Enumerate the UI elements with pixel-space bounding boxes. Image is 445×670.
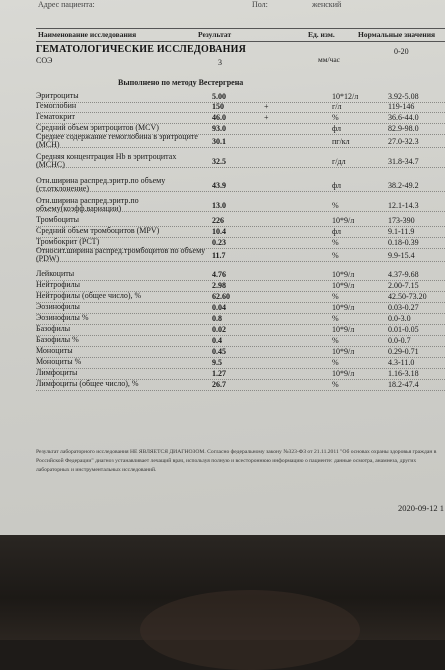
- test-name: Гематокрит: [36, 112, 75, 121]
- normal-range: 0.18-0.39: [388, 238, 419, 247]
- test-value: 0.4: [212, 336, 222, 345]
- header-name: Наименование исследования: [38, 30, 137, 39]
- normal-range: 82.9-98.0: [388, 124, 419, 133]
- test-unit: 10*9/л: [332, 216, 355, 225]
- normal-range: 3.92-5.08: [388, 92, 419, 101]
- test-unit: фл: [332, 181, 341, 190]
- test-unit: 10*9/л: [332, 270, 355, 279]
- normal-range: 173-390: [388, 216, 415, 225]
- method-note: Выполнено по методу Вестергрена: [118, 78, 244, 87]
- test-name: Тромбокрит (PCT): [36, 237, 100, 246]
- test-unit: 10*9/л: [332, 303, 355, 312]
- normal-range: 31.8-34.7: [388, 157, 419, 166]
- test-unit: %: [332, 251, 339, 260]
- normal-range: 0.29-0.71: [388, 347, 419, 356]
- test-unit: 10*9/л: [332, 281, 355, 290]
- test-unit: %: [332, 201, 339, 210]
- test-unit: 10*9/л: [332, 325, 355, 334]
- test-name: Лимфоциты: [36, 368, 78, 377]
- test-name: Тромбоциты: [36, 215, 79, 224]
- test-unit: %: [332, 292, 339, 301]
- test-unit: %: [332, 336, 339, 345]
- normal-range: 36.6-44.0: [388, 113, 419, 122]
- normal-range: 0.03-0.27: [388, 303, 419, 312]
- test-name: Относит.ширина распред.тромбоцитов по объему (PDW): [36, 246, 206, 263]
- row-divider: [36, 191, 445, 192]
- test-value: 0.02: [212, 325, 226, 334]
- header-bottom-rule: [36, 41, 445, 42]
- normal-range: 2.00-7.15: [388, 281, 419, 290]
- esr-normal: 0-20: [394, 47, 409, 56]
- test-value: 0.04: [212, 303, 226, 312]
- test-value: 32.5: [212, 157, 226, 166]
- test-name: Нейтрофилы: [36, 280, 81, 289]
- test-name: Гемоглобин: [36, 101, 77, 110]
- test-value: 9.5: [212, 358, 222, 367]
- esr-unit: мм/час: [318, 55, 341, 64]
- test-value: 150: [212, 102, 224, 111]
- header-unit: Ед. изм.: [308, 30, 335, 39]
- header-result: Результат: [198, 30, 232, 39]
- test-unit: %: [332, 358, 339, 367]
- test-unit: %: [332, 314, 339, 323]
- test-value: 43.9: [212, 181, 226, 190]
- test-name: Эозинофилы: [36, 302, 80, 311]
- abnormal-flag: +: [264, 113, 269, 122]
- disclaimer: Результат лабораторного исследования НЕ ЯВЛЯЕТСЯ ДИАГНОЗОМ. Согласно федеральному закону №323-ФЗ от 21.11.2011 "Об основах охраны здоровья граждан в Российской Федерации" диагноз устанавливает лечащий врач, используя полную и всестороннюю информацию о пациенте: данные осмотра, анамнеза, других лабораторных и инструментальных исследований.: [36, 449, 437, 473]
- normal-range: 4.3-11.0: [388, 358, 415, 367]
- row-divider: [36, 167, 445, 168]
- test-name: Лейкоциты: [36, 269, 75, 278]
- test-value: 2.98: [212, 281, 226, 290]
- row-divider: [36, 211, 445, 212]
- test-name: Средняя концентрация Hb в эритроцитах (MCHC): [36, 152, 177, 169]
- test-value: 62.60: [212, 292, 230, 301]
- normal-range: 9.1-11.9: [388, 227, 415, 236]
- test-name: Средний объем эритроцитов (MCV): [36, 123, 159, 132]
- test-name: Базофилы %: [36, 335, 79, 344]
- test-value: 1.27: [212, 369, 226, 378]
- test-unit: 10*9/л: [332, 369, 355, 378]
- test-value: 0.8: [212, 314, 222, 323]
- test-value: 11.7: [212, 251, 226, 260]
- address-label: Адрес пациента:: [38, 0, 95, 9]
- test-name: Отн.ширина распред.эритр.по объему(коэфф.вариации): [36, 196, 139, 213]
- test-unit: г/дл: [332, 157, 346, 166]
- test-name: Нейтрофилы (общее число), %: [36, 291, 142, 300]
- test-name: Моноциты: [36, 346, 73, 355]
- abnormal-flag: +: [264, 102, 269, 111]
- normal-range: 27.0-32.3: [388, 137, 419, 146]
- header-top-rule: [36, 28, 445, 29]
- normal-range: 12.1-14.3: [388, 201, 419, 210]
- test-name: Базофилы: [36, 324, 71, 333]
- test-unit: пг/кл: [332, 137, 350, 146]
- normal-range: 0.0-3.0: [388, 314, 411, 323]
- test-value: 13.0: [212, 201, 226, 210]
- normal-range: 42.50-73.20: [388, 292, 427, 301]
- report-date: 2020-09-12 1: [398, 503, 445, 513]
- row-divider: [36, 147, 445, 148]
- test-unit: %: [332, 238, 339, 247]
- test-value: 5.00: [212, 92, 226, 101]
- patient-header-line: [0, 0, 445, 12]
- test-unit: фл: [332, 227, 341, 236]
- sex-label: Пол:: [252, 0, 268, 9]
- normal-range: 4.37-9.68: [388, 270, 419, 279]
- test-value: 226: [212, 216, 224, 225]
- section-title: ГЕМАТОЛОГИЧЕСКИЕ ИССЛЕДОВАНИЯ: [36, 44, 247, 55]
- test-name: Эритроциты: [36, 91, 79, 100]
- normal-range: 119-146: [388, 102, 415, 111]
- normal-range: 0.0-0.7: [388, 336, 411, 345]
- test-unit: г/л: [332, 102, 342, 111]
- test-unit: 10*9/л: [332, 347, 355, 356]
- test-unit: %: [332, 380, 339, 389]
- test-value: 0.23: [212, 238, 226, 247]
- test-unit: фл: [332, 124, 341, 133]
- esr-name: СОЭ: [36, 56, 53, 65]
- test-name: Отн.ширина распред.эритр.по объему (ст.отклонение): [36, 176, 166, 193]
- test-name: Моноциты %: [36, 357, 82, 366]
- test-name: Лимфоциты (общее число), %: [36, 379, 139, 388]
- background-shadow: [140, 590, 360, 670]
- test-value: 10.4: [212, 227, 226, 236]
- test-name: Эозинофилы %: [36, 313, 89, 322]
- normal-range: 18.2-47.4: [388, 380, 419, 389]
- esr-value: 3: [218, 58, 222, 67]
- test-value: 46.0: [212, 113, 226, 122]
- header-normal: Нормальные значения: [358, 30, 436, 39]
- test-value: 26.7: [212, 380, 226, 389]
- test-name: Среднее содержание гемоглобина в эритроците (MCH): [36, 132, 198, 149]
- test-value: 30.1: [212, 137, 226, 146]
- test-value: 0.45: [212, 347, 226, 356]
- test-name: Средний объем тромбоцитов (MPV): [36, 226, 160, 235]
- normal-range: 1.16-3.18: [388, 369, 419, 378]
- normal-range: 38.2-49.2: [388, 181, 419, 190]
- test-value: 4.76: [212, 270, 226, 279]
- test-unit: %: [332, 113, 339, 122]
- test-unit: 10*12/л: [332, 92, 359, 101]
- test-value: 93.0: [212, 124, 226, 133]
- sex-value: женский: [312, 0, 342, 9]
- row-divider: [36, 390, 445, 391]
- row-divider: [36, 261, 445, 262]
- normal-range: 9.9-15.4: [388, 251, 415, 260]
- normal-range: 0.01-0.05: [388, 325, 419, 334]
